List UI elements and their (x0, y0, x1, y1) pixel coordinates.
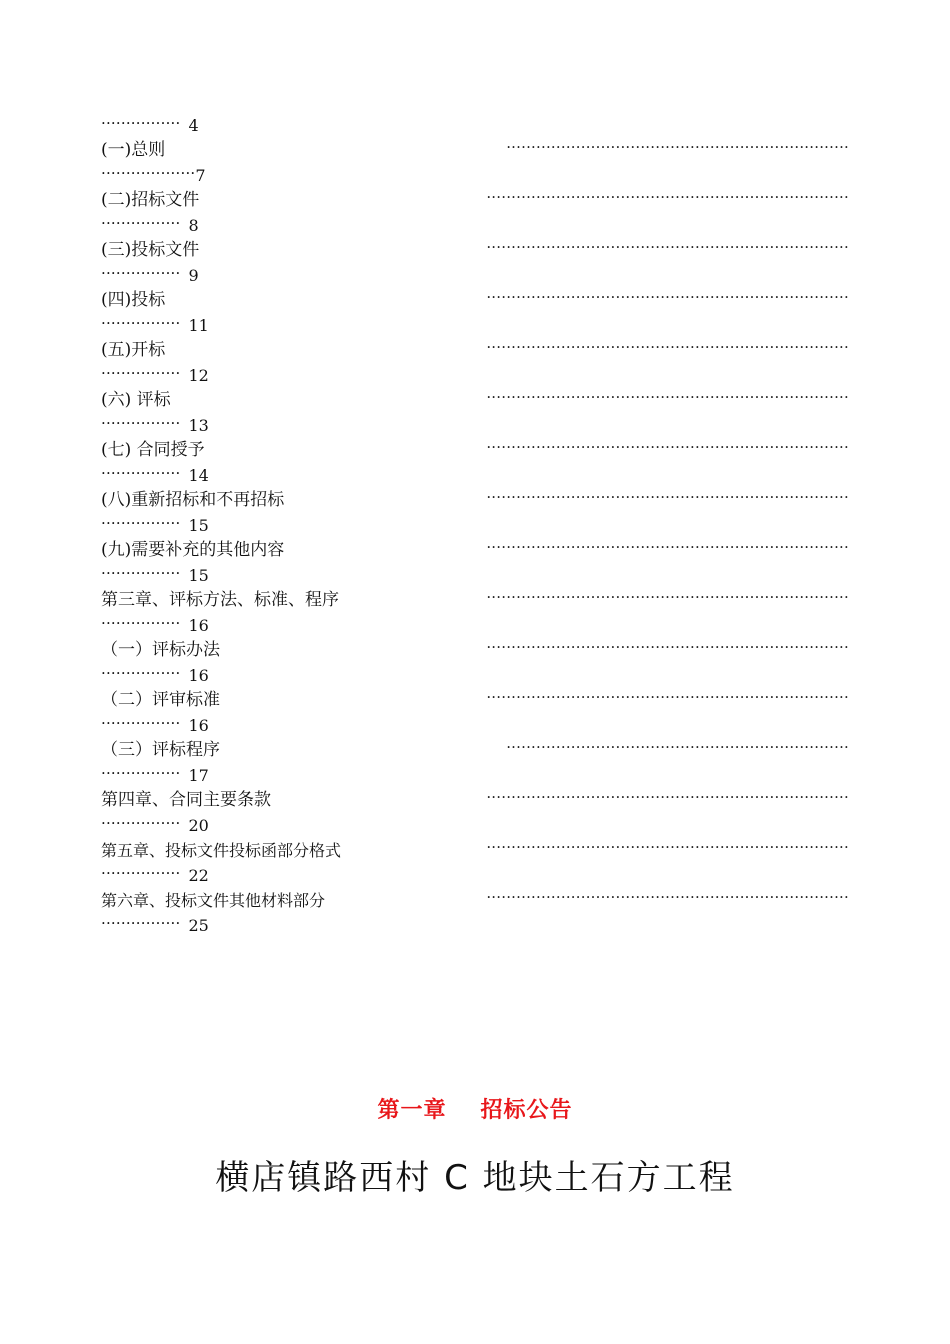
chapter-heading (0, 1093, 950, 1124)
toc-page-number: 20 (188, 816, 209, 835)
toc-leader: ········································································· (486, 438, 849, 456)
toc-leader: ········································································· (486, 688, 849, 706)
toc-page-number: 11 (188, 316, 209, 335)
toc-page-number: 16 (188, 666, 209, 685)
toc-leader: ········································································· (486, 388, 849, 406)
toc-page-number: 12 (188, 366, 209, 385)
toc-page-number: 8 (188, 216, 199, 235)
toc-leader: ········································································· (486, 838, 849, 856)
toc-leader: ················ (101, 714, 181, 732)
toc-entry-title-line[interactable] (101, 338, 849, 363)
toc-leader: ················ (101, 464, 181, 482)
project-title: 横店镇路西村 C 地块土石方工程 (215, 1158, 735, 1198)
toc-entry-title-line[interactable] (101, 788, 849, 813)
toc-entry-title-line[interactable] (101, 638, 849, 663)
toc-entry-title: (三)投标文件 (101, 240, 200, 260)
toc-leader: ········································································· (486, 488, 849, 506)
toc-entry-title: (九)需要补充的其他内容 (101, 540, 285, 560)
toc-page-number: 4 (188, 116, 199, 135)
toc-entry-title-line[interactable] (101, 588, 849, 613)
toc-entry-title-line[interactable] (101, 688, 849, 713)
toc-entry-title: (八)重新招标和不再招标 (101, 490, 285, 510)
toc-leader: ················ (101, 914, 181, 932)
toc-leader: ················ (101, 364, 181, 382)
toc-leader: ················ (101, 664, 181, 682)
toc-entry-title: （二）评审标准 (101, 690, 220, 710)
toc-leader: ····································································· (506, 138, 849, 156)
toc-page-line (101, 913, 849, 938)
toc-entry-title: (一)总则 (101, 140, 166, 160)
toc-page-number: 22 (188, 866, 209, 885)
toc-page-number: 16 (188, 616, 209, 635)
toc-leader: ················ (101, 614, 181, 632)
toc-leader: ········································································· (486, 638, 849, 656)
toc-entry-title-line[interactable] (101, 738, 849, 763)
toc-entry-title: 第四章、合同主要条款 (101, 790, 271, 810)
toc-page-number: 16 (188, 716, 209, 735)
toc-entry-title: (五)开标 (101, 340, 166, 360)
toc-leader: ········································································· (486, 188, 849, 206)
toc-leader: ········································································· (486, 788, 849, 806)
toc-leader: ················ (101, 264, 181, 282)
chapter-name: 招标公告 (480, 1098, 573, 1123)
toc-entry-title: （三）评标程序 (101, 740, 220, 760)
toc-entry-title-line[interactable] (101, 288, 849, 313)
toc-entry-title: 第六章、投标文件其他材料部分 (101, 891, 326, 910)
toc-entry-title: (六) 评标 (101, 390, 171, 410)
toc-entry-title-line[interactable] (101, 388, 849, 413)
toc-entry-title-line[interactable] (101, 488, 849, 513)
toc-leader: ····································································· (506, 738, 849, 756)
toc-leader: ················ (101, 864, 181, 882)
toc-entry-title-line[interactable] (101, 438, 849, 463)
toc-page-number: 25 (188, 916, 209, 935)
toc-page-number: 9 (188, 266, 199, 285)
toc-page-number: 13 (188, 416, 209, 435)
toc-leader: ········································································· (486, 888, 849, 906)
toc-page-number: 15 (188, 566, 209, 585)
toc-entry-title-line[interactable] (101, 838, 849, 863)
toc-leader: ················ (101, 764, 181, 782)
toc-leader: ················ (101, 414, 181, 432)
toc-leader: ················ (101, 314, 181, 332)
toc-entry-title: (四)投标 (101, 290, 166, 310)
toc-entry-title-line[interactable] (101, 188, 849, 213)
toc-entry-title-line[interactable] (101, 238, 849, 263)
toc-page-number: 7 (195, 166, 206, 185)
toc-leader: ················ (101, 514, 181, 532)
toc-entry-title-line[interactable] (101, 888, 849, 913)
toc-entry-title: 第三章、评标方法、标准、程序 (101, 590, 339, 610)
toc-page-number: 17 (188, 766, 209, 785)
toc-entry-title: (七) 合同授予 (101, 440, 205, 460)
toc-entry-title: (二)招标文件 (101, 190, 200, 210)
toc-leader: ········································································· (486, 538, 849, 556)
toc-leader: ················ (101, 214, 181, 232)
toc-entry-title-line[interactable] (101, 538, 849, 563)
toc-entry-title: 第五章、投标文件投标函部分格式 (101, 841, 342, 860)
toc-leader: ········································································· (486, 288, 849, 306)
toc-leader: ··················· (101, 164, 196, 182)
toc-leader: ········································································· (486, 238, 849, 256)
table-of-contents (101, 113, 849, 938)
toc-leader: ········································································· (486, 588, 849, 606)
toc-leader: ················ (101, 814, 181, 832)
toc-entry-title: （一）评标办法 (101, 640, 220, 660)
chapter-number: 第一章 (377, 1098, 447, 1123)
toc-page-number: 15 (188, 516, 209, 535)
toc-page-number: 14 (188, 466, 209, 485)
toc-leader: ········································································· (486, 338, 849, 356)
toc-leader: ················ (101, 564, 181, 582)
toc-entry-title-line[interactable] (101, 138, 849, 163)
toc-leader: ················ (101, 114, 181, 132)
